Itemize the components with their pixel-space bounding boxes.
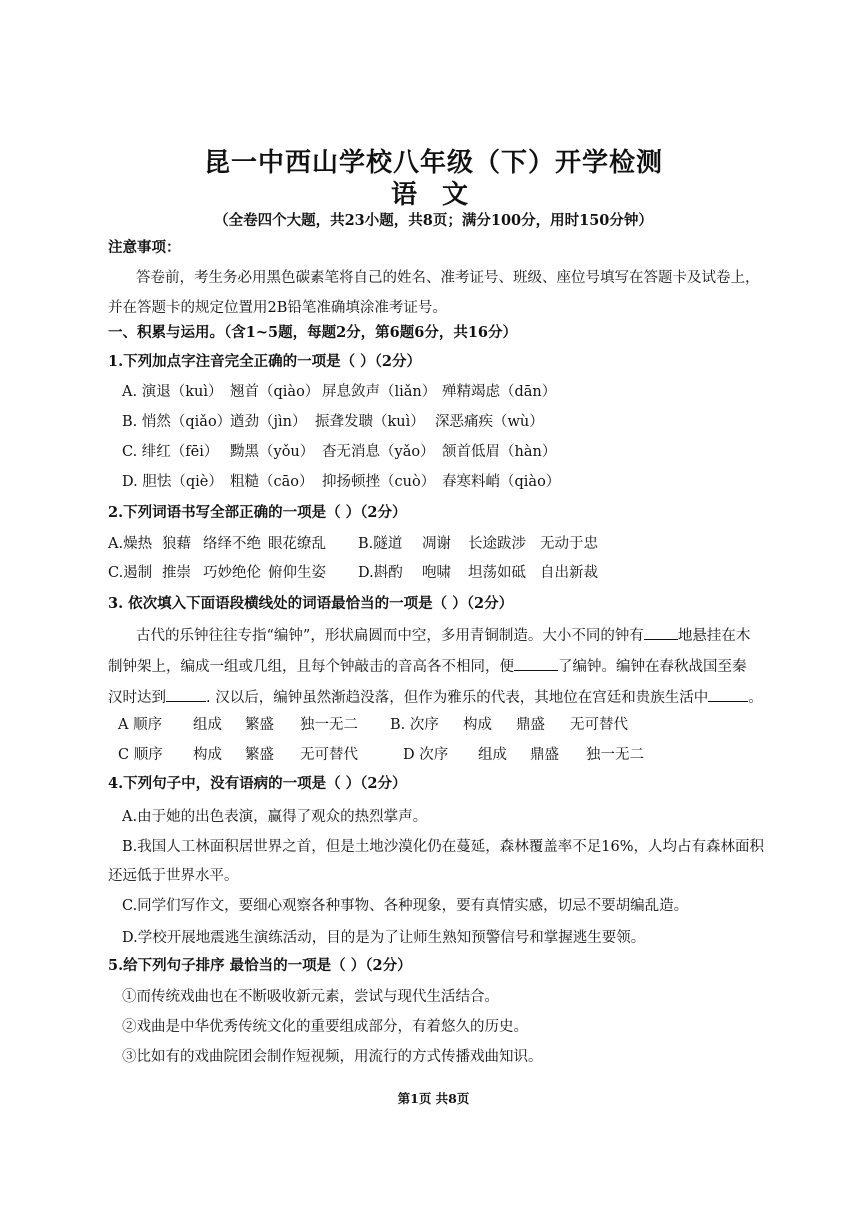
q1-a-3: 屏息敛声（liǎn） (322, 384, 437, 400)
q1-stem: 1.下列加点字注音完全正确的一项是（ ）（2分） (108, 353, 422, 370)
q2-d-3: 坦荡如砥 (468, 565, 526, 581)
q3-blank-2 (514, 656, 558, 671)
q1-b-2: 遒劲（jìn） (230, 414, 307, 430)
q2-a-1: A.燥热 (108, 536, 153, 552)
q3-a-1: A 顺序 (118, 717, 163, 733)
q3-b-2: 构成 (463, 717, 492, 733)
q3-a-2: 组成 (193, 717, 222, 733)
q2-b-3: 长途跋涉 (468, 536, 526, 552)
q2-a-3: 络绎不绝 (203, 536, 261, 552)
q2-c-1: C.遏制 (108, 565, 153, 581)
q3-a-3: 繁盛 (245, 717, 274, 733)
q2-stem: 2.下列词语书写全部正确的一项是（ ）（2分） (108, 504, 407, 521)
q2-a-2: 狼藉 (162, 536, 191, 552)
notes-line-1: 答卷前，考生务必用黑色碳素笔将自己的姓名、准考证号、班级、座位号填写在答题卡及试卷上， (136, 270, 760, 286)
q3-stem: 3. 依次填入下面语段横线处的词语最恰当的一项是（ ）（2分） (108, 595, 514, 612)
q1-a-4: 殚精竭虑（dān） (442, 384, 557, 400)
q3-blank-4 (708, 687, 748, 702)
section-1-heading: 一、积累与运用。（含1~5题，每题2分，第6题6分，共16分） (108, 324, 518, 341)
q4-option-b-line-1: B.我国人工林面积居世界之首，但是土地沙漠化仍在蔓延，森林覆盖率不足16%，人均占有森林面积 (122, 839, 764, 855)
q4-stem: 4.下列句子中，没有语病的一项是（ ）（2分） (108, 775, 407, 792)
q5-sentence-2: ②戏曲是中华优秀传统文化的重要组成部分，有着悠久的历史。 (122, 1019, 528, 1035)
q2-d-1: D.斟酌 (358, 565, 403, 581)
notes-line-2: 并在答题卡的规定位置用2B铅笔准确填涂准考证号。 (108, 300, 447, 316)
q5-sentence-1: ①而传统戏曲也在不断吸收新元素，尝试与现代生活结合。 (122, 989, 499, 1005)
q2-c-2: 推崇 (162, 565, 191, 581)
q3-b-1: B. 次序 (390, 717, 439, 733)
q3-c-4: 无可替代 (300, 747, 358, 763)
q2-b-2: 凋谢 (422, 536, 451, 552)
q3-d-1: D 次序 (403, 747, 449, 763)
q3-b-4: 无可替代 (570, 717, 628, 733)
q1-b-3: 振聋发聩（kuì） (315, 414, 425, 430)
q3-d-2: 组成 (478, 747, 507, 763)
q1-a-1: A. 演退（kuì） (122, 384, 223, 400)
q2-d-4: 自出新裁 (540, 565, 598, 581)
q2-c-4: 俯仰生姿 (268, 565, 326, 581)
notes-heading: 注意事项： (108, 239, 181, 256)
q3-d-4: 独一无二 (586, 747, 644, 763)
q1-c-4: 颔首低眉（hàn） (442, 444, 557, 460)
q1-a-2: 翘首（qiào） (230, 384, 320, 400)
q4-option-a: A.由于她的出色表演，赢得了观众的热烈掌声。 (122, 809, 428, 825)
q4-option-b-line-2: 还远低于世界水平。 (108, 868, 239, 884)
q1-b-1: B. 悄然（qiǎo） (122, 414, 232, 430)
q2-a-4: 眼花缭乱 (268, 536, 326, 552)
q5-stem: 5.给下列句子排序 最恰当的一项是（ ）（2分） (108, 957, 412, 974)
q2-d-2: 咆啸 (422, 565, 451, 581)
q3-blank-3 (166, 687, 206, 702)
q3-d-3: 鼎盛 (530, 747, 559, 763)
page-footer: 第1页 共8页 (397, 1091, 470, 1106)
q3-c-3: 繁盛 (245, 747, 274, 763)
q4-option-d: D.学校开展地震逃生演练活动，目的是为了让师生熟知预警信号和掌握逃生要领。 (122, 930, 646, 946)
q3-passage-line-2: 制钟架上，编成一组或几组，且每个钟敲击的音高各不相同，便 了编钟。编钟在春秋战国至秦 (108, 655, 747, 676)
q1-b-4: 深恶痛疾（wù） (435, 414, 544, 430)
q3-passage-line-3: 汉时达到 . 汉以后，编钟虽然渐趋没落，但作为雅乐的代表，其地位在宫廷和贵族生活中 。 (108, 686, 763, 707)
q5-sentence-3: ③比如有的戏曲院团会制作短视频，用流行的方式传播戏曲知识。 (122, 1049, 543, 1065)
q1-d-4: 春寒料峭（qiào） (442, 474, 561, 490)
q3-c-2: 构成 (193, 747, 222, 763)
exam-info: （全卷四个大题，共23小题，共8页；满分100分，用时150分钟） (214, 212, 653, 229)
q3-b-3: 鼎盛 (516, 717, 545, 733)
q1-d-3: 抑扬顿挫（cuò） (322, 474, 436, 490)
q1-d-2: 粗糙（cāo） (230, 474, 314, 490)
q3-passage-line-1: 古代的乐钟往往专指“编钟”，形状扁圆而中空，多用青铜制造。大小不同的钟有 地悬挂在木 (136, 624, 750, 645)
q1-c-2: 黝黑（yǒu） (230, 444, 315, 460)
q3-c-1: C 顺序 (118, 747, 163, 763)
q3-blank-1 (644, 625, 678, 640)
q4-option-c: C.同学们写作文，要细心观察各种事物、各种现象，要有真情实感，切忌不要胡编乱造。 (122, 898, 689, 914)
q2-b-4: 无动于忠 (540, 536, 598, 552)
exam-title: 昆一中西山学校八年级（下）开学检测 (203, 148, 663, 178)
q2-c-3: 巧妙绝伦 (203, 565, 261, 581)
q1-c-3: 杳无消息（yǎo） (322, 444, 435, 460)
q1-c-1: C. 绯红（fēi） (122, 444, 219, 460)
q3-a-4: 独一无二 (300, 717, 358, 733)
q2-b-1: B.隧道 (358, 536, 403, 552)
q1-d-1: D. 胆怯（qiè） (122, 474, 223, 490)
exam-subject: 语 文 (390, 180, 477, 210)
